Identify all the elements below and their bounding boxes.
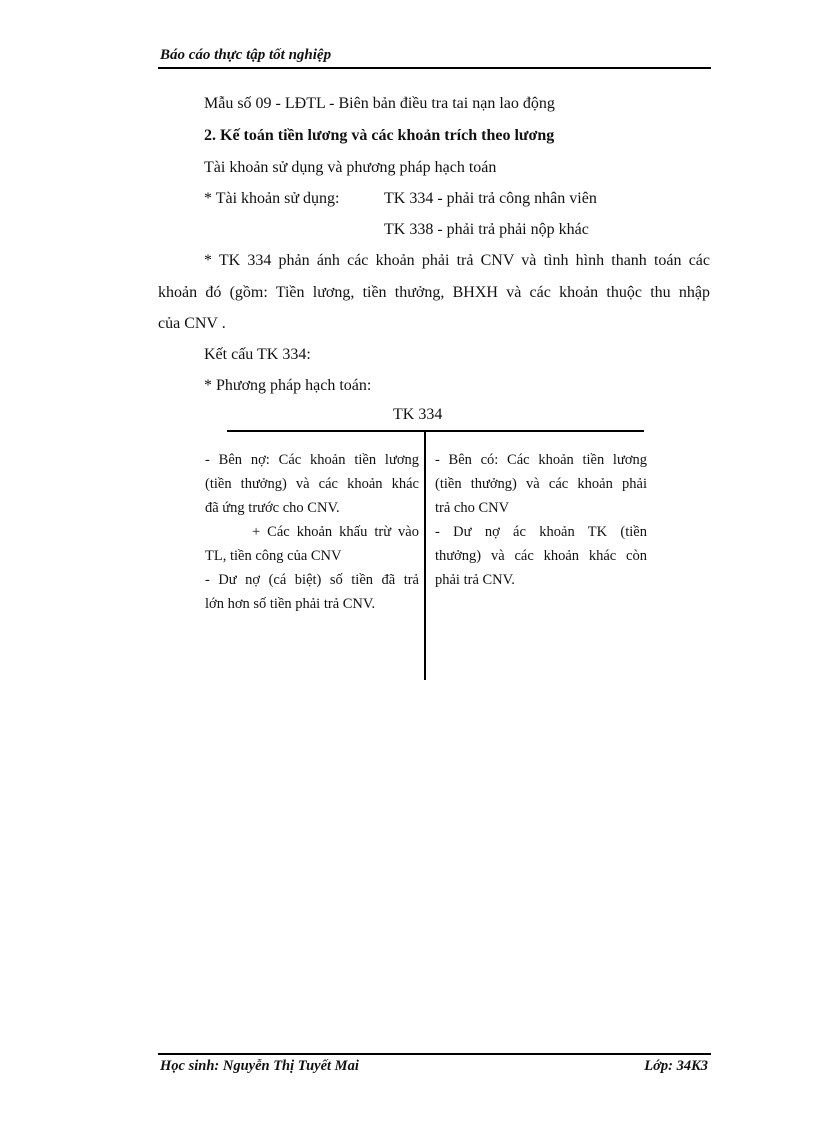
account-338: TK 338 - phải trả phải nộp khác — [384, 221, 589, 238]
debit-line: (tiền thưởng) và các khoản khác — [205, 476, 419, 492]
debit-line: + Các khoản khấu trừ vào — [252, 524, 419, 540]
accounts-intro: Tài khoản sử dụng và phương pháp hạch toán — [204, 159, 497, 176]
credit-line: thưởng) và các khoản khác còn — [435, 548, 647, 564]
paragraph-line: * TK 334 phản ánh các khoản phải trả CNV và tình hình thanh toán các — [204, 252, 710, 269]
t-account-title: TK 334 — [393, 406, 443, 423]
t-account-credit — [435, 448, 647, 592]
paragraph-line: khoản đó (gồm: Tiền lương, tiền thưởng, BHXH và các khoản thuộc thu nhập — [158, 284, 710, 301]
debit-line: - Dư nợ (cá biệt) số tiền đã trả — [205, 572, 419, 588]
accounts-label: * Tài khoản sử dụng: — [204, 190, 340, 207]
credit-line: (tiền thưởng) và các khoản phải — [435, 476, 647, 492]
t-account-divider — [424, 430, 426, 680]
paragraph-line: của CNV . — [158, 315, 226, 332]
form-line: Mẫu số 09 - LĐTL - Biên bản điều tra tai nạn lao động — [204, 95, 555, 112]
debit-line: TL, tiền công của CNV — [205, 548, 342, 564]
account-334: TK 334 - phải trả công nhân viên — [384, 190, 597, 207]
t-account-debit — [205, 448, 419, 616]
credit-line: - Dư nợ ác khoản TK (tiền — [435, 524, 647, 540]
footer-rule — [158, 1053, 711, 1055]
footer-class: Lớp: 34K3 — [644, 1058, 708, 1074]
debit-line: - Bên nợ: Các khoản tiền lương — [205, 452, 419, 468]
debit-line: lớn hơn số tiền phải trả CNV. — [205, 596, 376, 612]
method-label: * Phương pháp hạch toán: — [204, 377, 372, 394]
t-account-top-rule — [227, 430, 644, 432]
header-title: Báo cáo thực tập tốt nghiệp — [160, 47, 332, 63]
structure-label: Kết cấu TK 334: — [204, 346, 311, 363]
debit-line: đã ứng trước cho CNV. — [205, 500, 340, 516]
header-rule — [158, 67, 711, 69]
credit-line: trả cho CNV — [435, 500, 510, 516]
credit-line: phải trả CNV. — [435, 572, 515, 588]
section-heading: 2. Kế toán tiền lương và các khoản trích theo lương — [204, 127, 555, 144]
footer-student: Học sinh: Nguyễn Thị Tuyết Mai — [160, 1058, 359, 1074]
credit-line: - Bên có: Các khoản tiền lương — [435, 452, 647, 468]
